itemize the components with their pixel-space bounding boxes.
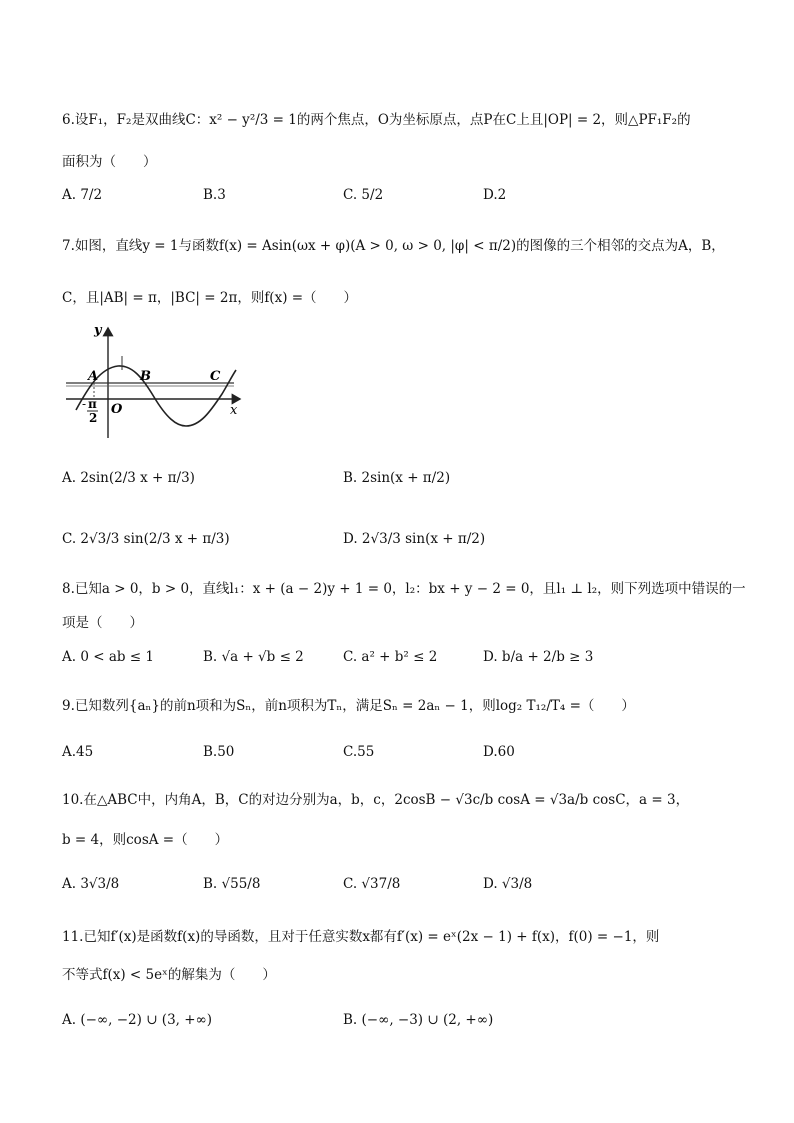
label-two: 2 (89, 411, 98, 425)
label-point-a: A (88, 369, 99, 384)
q9-option-d: D.60 (483, 744, 515, 760)
q10-option-a: A. 3√3/8 (62, 876, 120, 892)
q6-option-b: B.3 (203, 187, 226, 203)
q9-option-b: B.50 (203, 744, 235, 760)
q10-stem-line2: b = 4，则cosA =（ ） (62, 832, 229, 848)
q9-stem-line1: 9.已知数列{aₙ}的前n项和为Sₙ，前n项积为Tₙ，满足Sₙ = 2aₙ − 1，则log₂ T₁₂/T₄ =（ ） (62, 698, 635, 714)
q6-option-d: D.2 (483, 187, 507, 203)
q7-stem-line1: 7.如图，直线y = 1与函数f(x) = Asin(ωx + φ)(A > 0, ω > 0, |φ| < π/2)的图像的三个相邻的交点为A，B， (62, 238, 725, 254)
q8-option-d: D. b/a + 2/b ≥ 3 (483, 649, 594, 665)
q9-option-c: C.55 (343, 744, 375, 760)
q11-stem-line1: 11.已知f′(x)是函数f(x)的导函数，且对于任意实数x都有f′(x) = eˣ(2x − 1) + f(x)，f(0) = −1，则 (62, 929, 660, 945)
q6-stem-line1: 6.设F₁，F₂是双曲线C：x² − y²/3 = 1的两个焦点，O为坐标原点，点P在C上且|OP| = 2，则△PF₁F₂的 (62, 112, 691, 128)
q7-option-b: B. 2sin(x + π/2) (343, 470, 451, 486)
q10-option-c: C. √37/8 (343, 876, 401, 892)
q6-stem-line2: 面积为（ ） (62, 154, 157, 170)
q6-option-a: A. 7/2 (62, 187, 103, 203)
q8-stem-line1: 8.已知a > 0，b > 0，直线l₁：x + (a − 2)y + 1 = 0，l₂：bx + y − 2 = 0，且l₁ ⊥ l₂，则下列选项中错误的一 (62, 581, 746, 597)
label-x: x (230, 403, 238, 418)
q10-stem-line1: 10.在△ABC中，内角A，B，C的对边分别为a，b，c，2cosB − √3c/b cosA = √3a/b cosC，a = 3， (62, 792, 690, 808)
q10-option-b: B. √55/8 (203, 876, 261, 892)
q7-option-a: A. 2sin(2/3 x + π/3) (62, 470, 195, 486)
q11-option-b: B. (−∞, −3) ∪ (2, +∞) (343, 1012, 494, 1028)
q11-stem-line2: 不等式f(x) < 5eˣ的解集为（ ） (62, 967, 276, 983)
label-y: y (94, 323, 102, 338)
q7-figure (62, 322, 247, 442)
q8-option-c: C. a² + b² ≤ 2 (343, 649, 438, 665)
q9-option-a: A.45 (62, 744, 94, 760)
label-point-b: B (140, 369, 151, 384)
label-pi: π (88, 397, 97, 411)
q8-option-b: B. √a + √b ≤ 2 (203, 649, 304, 665)
q10-option-d: D. √3/8 (483, 876, 533, 892)
q11-option-a: A. (−∞, −2) ∪ (3, +∞) (62, 1012, 213, 1028)
q8-stem-line2: 项是（ ） (62, 615, 143, 631)
q7-option-c: C. 2√3/3 sin(2/3 x + π/3) (62, 531, 230, 547)
q7-stem-line2: C，且|AB| = π，|BC| = 2π，则f(x) =（ ） (62, 290, 358, 306)
q7-option-d: D. 2√3/3 sin(x + π/2) (343, 531, 486, 547)
q8-option-a: A. 0 < ab ≤ 1 (62, 649, 154, 665)
label-origin: O (111, 402, 123, 417)
q6-option-c: C. 5/2 (343, 187, 384, 203)
label-point-c: C (210, 369, 221, 384)
label-neg-sign: - (82, 397, 87, 411)
